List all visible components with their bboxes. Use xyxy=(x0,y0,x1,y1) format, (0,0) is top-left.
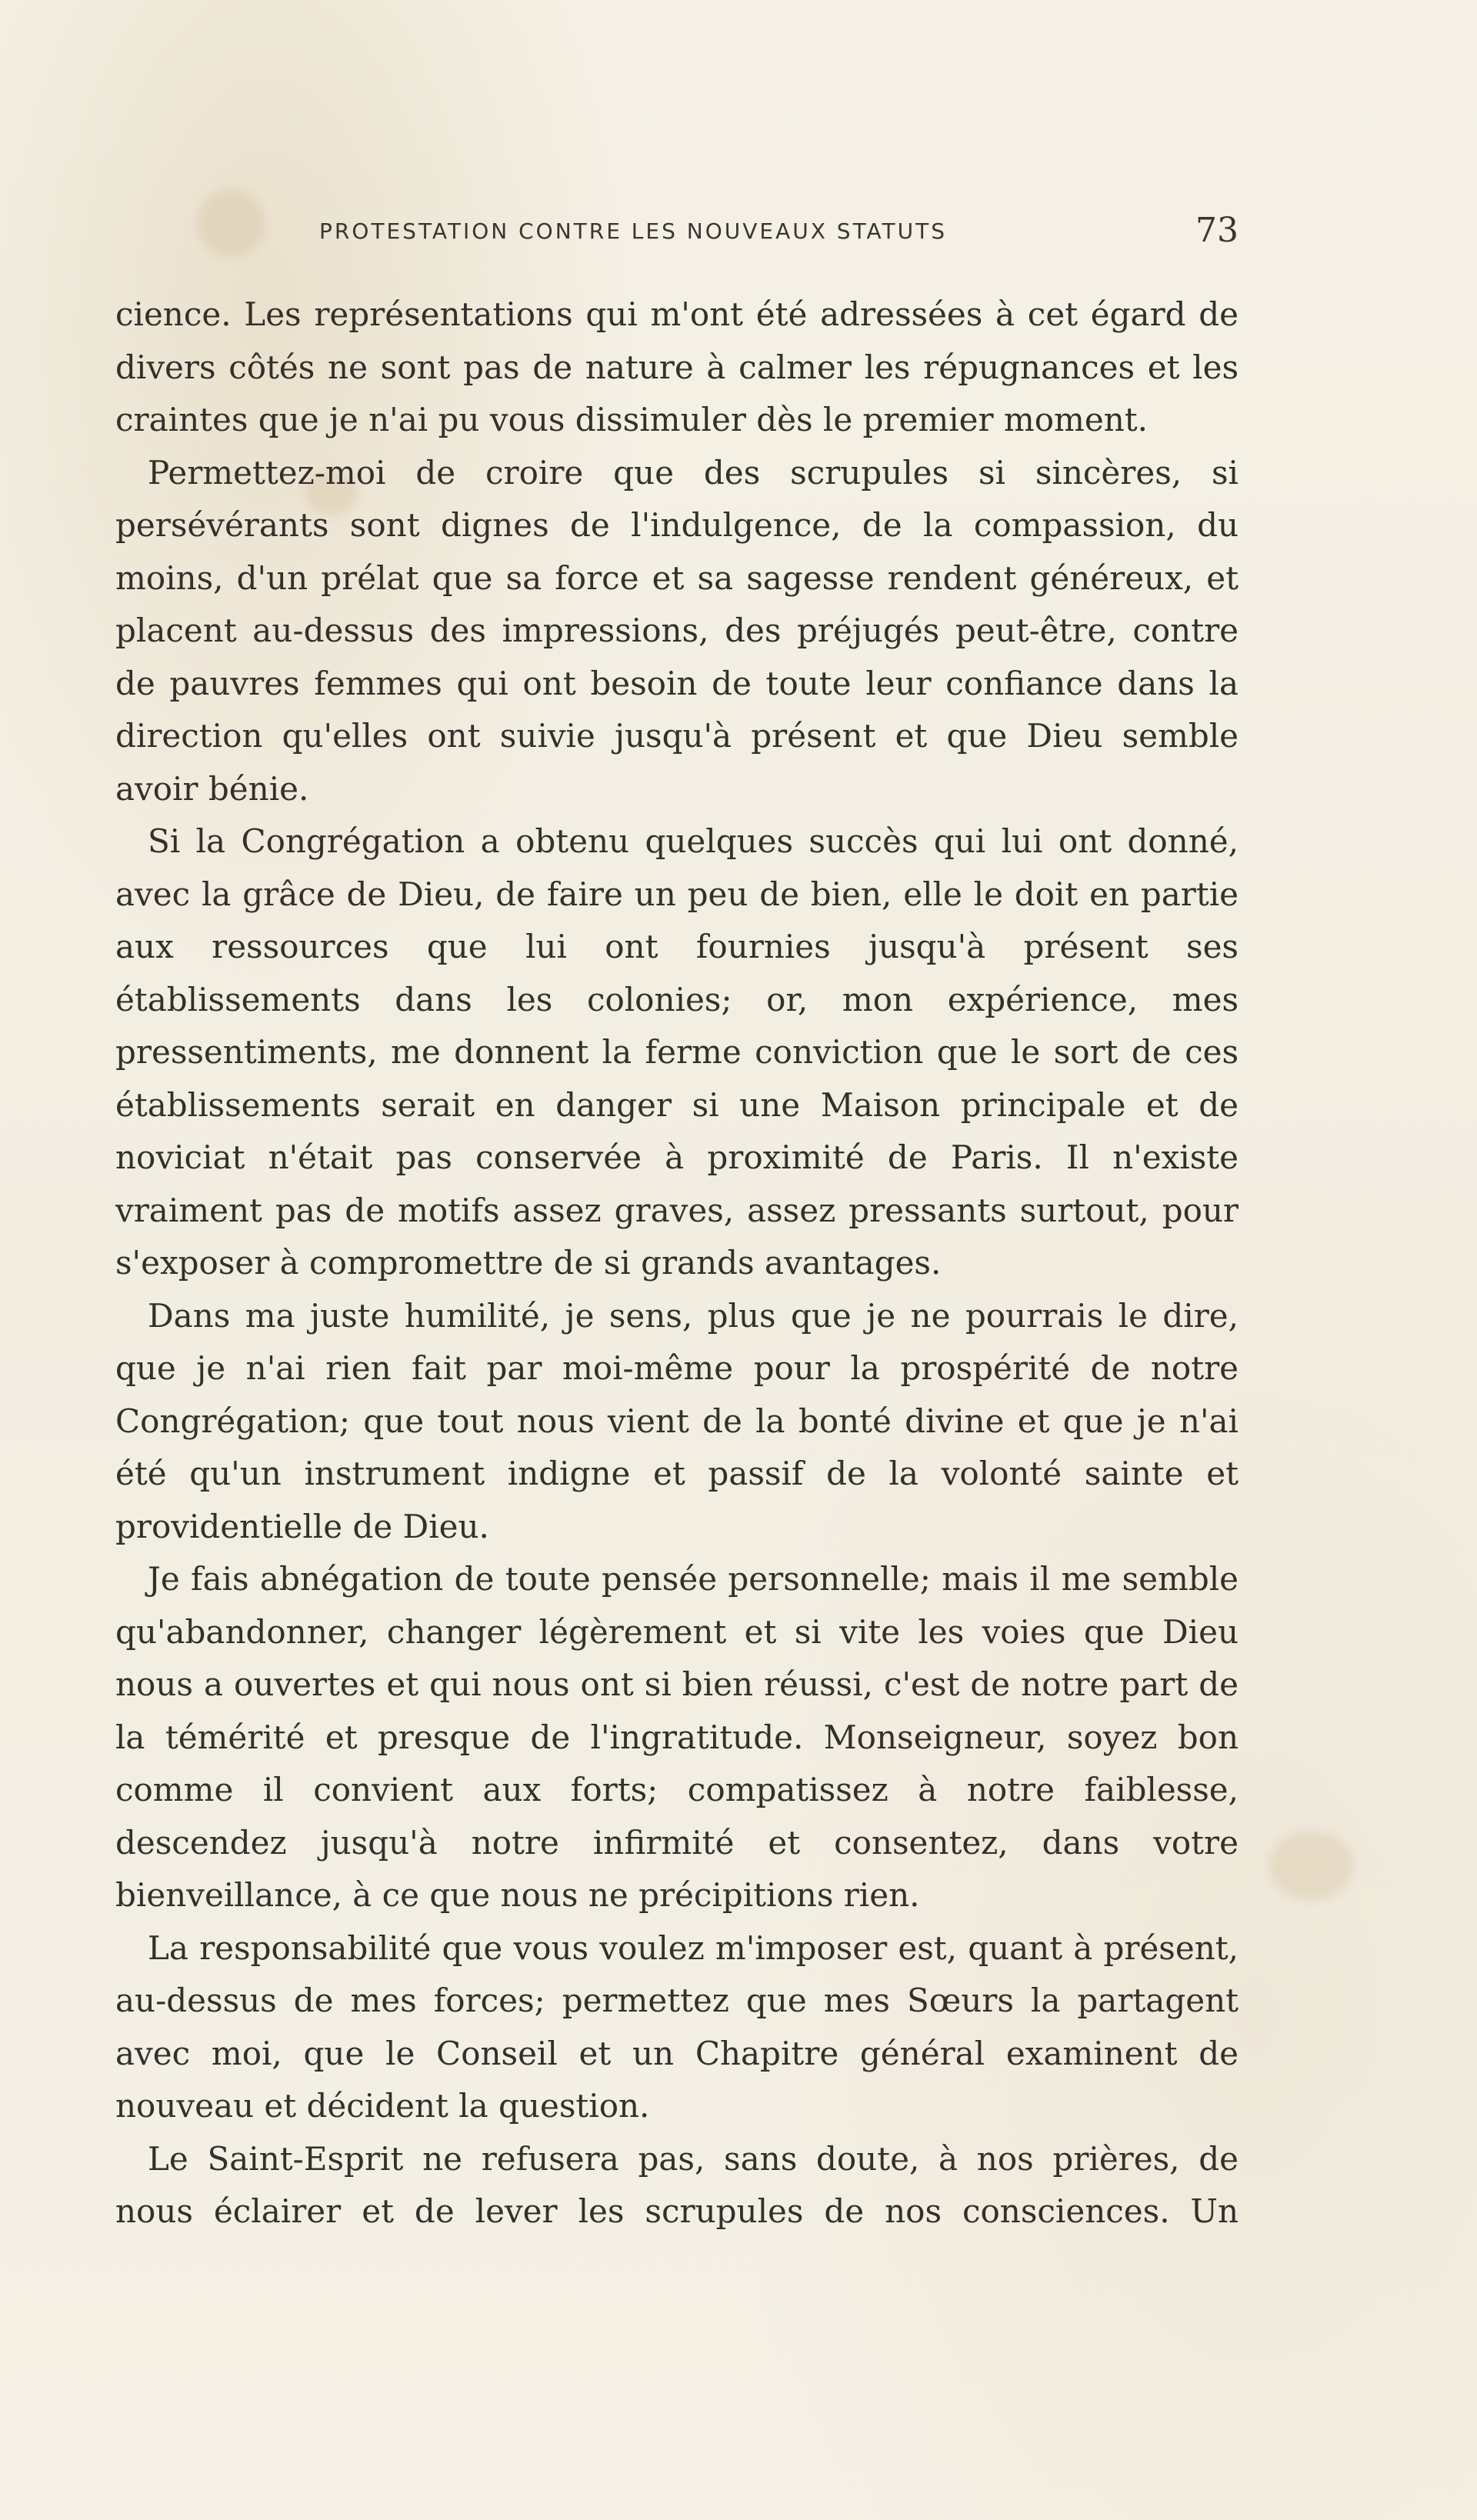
paragraph: Si la Congrégation a obtenu quelques succès qui lui ont donné, avec la grâce de Dieu, de faire un peu de bien, elle le doit en partie aux ressources que lui ont fournies jusqu'à présent ses établissements dans les colonies; or, mon expérience, mes pressentiments, me donnent la ferme conviction que le sort de ces établissements serait en danger si une Maison principale et de noviciat n'était pas conservée à proximité de Paris. Il n'existe vraiment pas de motifs assez graves, assez pressants surtout, pour s'exposer à compromettre de si grands avantages. xyxy=(115,822,1239,1282)
page-header xyxy=(115,208,1239,254)
paragraph: Dans ma juste humilité, je sens, plus que je ne pourrais le dire, que je n'ai rien fait par moi-même pour la prospérité de notre Congrégation; que tout nous vient de la bonté divine et que je n'ai été qu'un instrument indigne et passif de la volonté sainte et providentielle de Dieu. xyxy=(115,1296,1239,1545)
paragraph: La responsabilité que vous voulez m'imposer est, quant à présent, au-dessus de mes forces; permettez que mes Sœurs la partagent avec moi, que le Conseil et un Chapitre général examinent de nouveau et décident la question. xyxy=(115,1928,1239,2125)
paper-stain xyxy=(1269,1831,1354,1900)
paragraph: Permettez-moi de croire que des scrupules si sincères, si persévérants sont dignes de l'indulgence, de la compassion, du moins, d'un prélat que sa force et sa sagesse rendent généreux, et placent au-dessus des impressions, des préjugés peut-être, contre de pauvres femmes qui ont besoin de toute leur confiance dans la direction qu'elles ont suivie jusqu'à présent et que Dieu semble avoir bénie. xyxy=(115,453,1239,808)
body-text xyxy=(115,288,1239,2238)
paragraph: Je fais abnégation de toute pensée personnelle; mais il me semble qu'abandonner, changer légèrement et si vite les voies que Dieu nous a ouvertes et qui nous ont si bien réussi, c'est de notre part de la témérité et presque de l'ingratitude. Monseigneur, soyez bon comme il convient aux forts; compatissez à notre faiblesse, descendez jusqu'à notre infirmité et consentez, dans votre bienveillance, à ce que nous ne précipitions rien. xyxy=(115,1560,1239,1914)
paragraph: cience. Les représentations qui m'ont été adressées à cet égard de divers côtés ne sont pas de nature à calmer les répugnances et les craintes que je n'ai pu vous dissimuler dès le premier moment. xyxy=(115,295,1239,438)
paragraph: Le Saint-Esprit ne refusera pas, sans doute, à nos prières, de nous éclairer et de lever les scrupules de nos consciences. Un xyxy=(115,2139,1239,2230)
running-title: PROTESTATION CONTRE LES NOUVEAUX STATUTS xyxy=(319,218,947,244)
page-number: 73 xyxy=(1195,211,1239,250)
